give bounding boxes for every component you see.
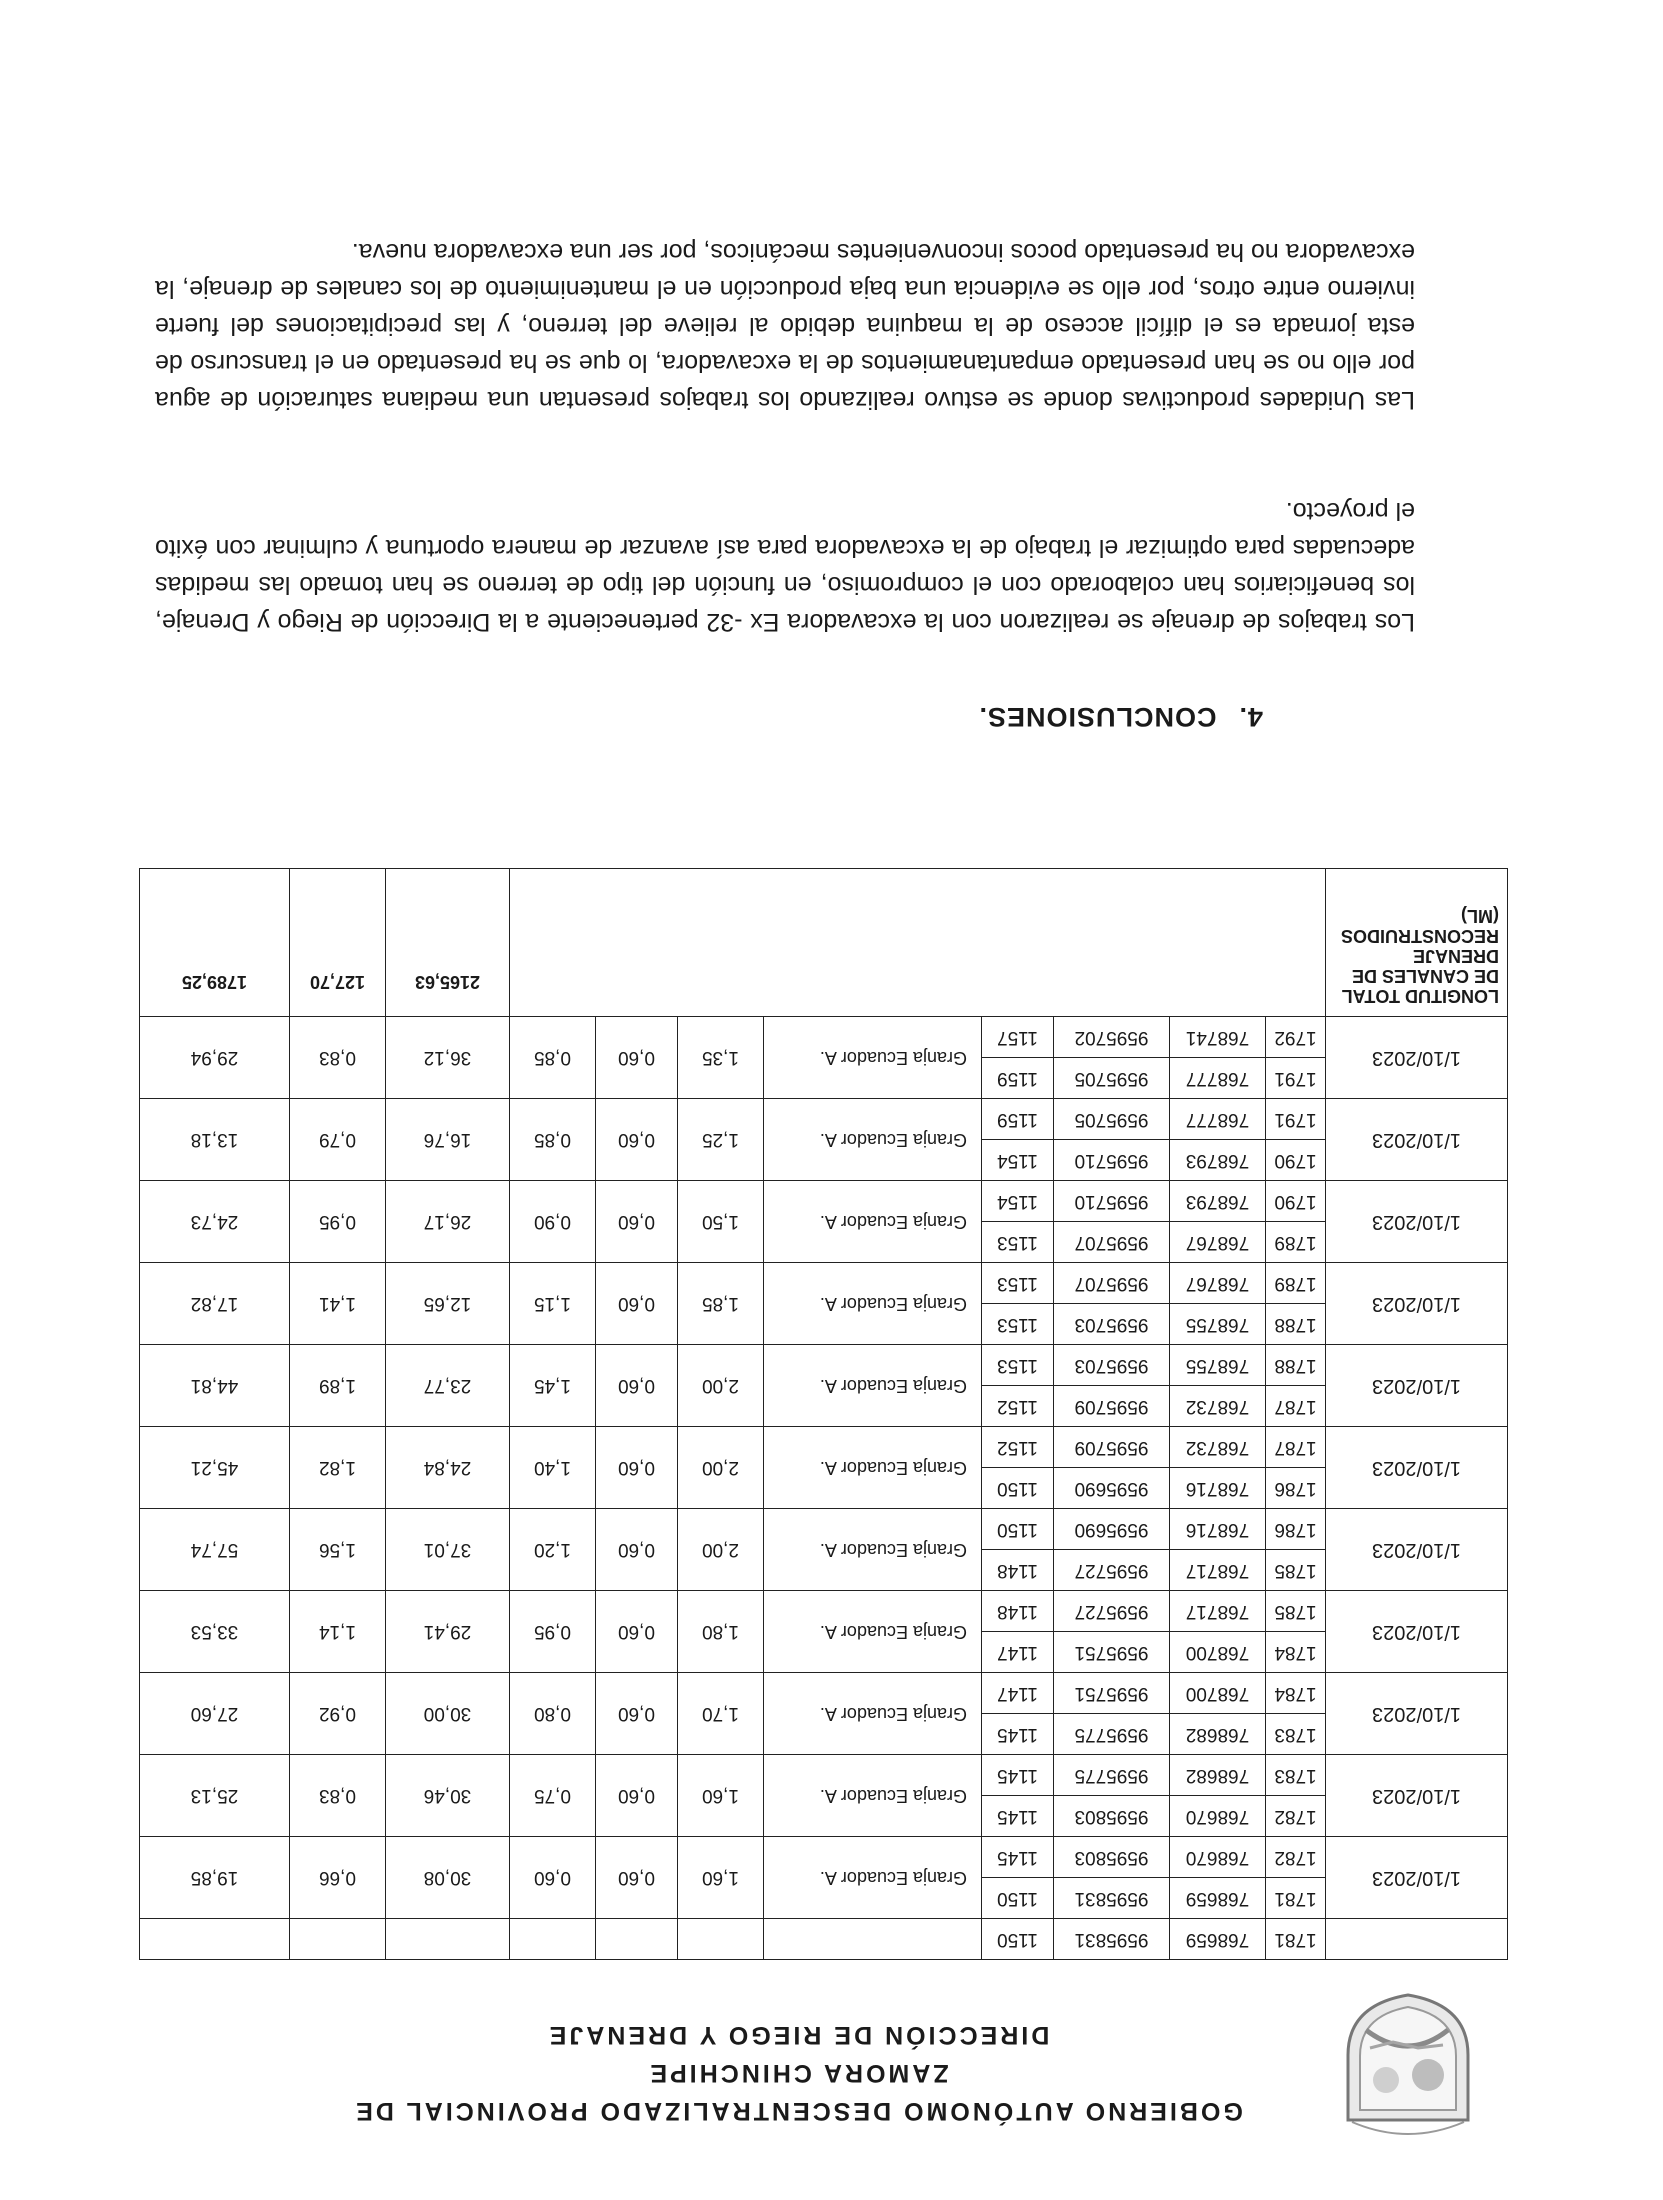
value-cell: 1,85 (678, 1263, 764, 1345)
table-row (140, 1714, 1508, 1755)
value-cell: 1,40 (510, 1427, 596, 1509)
table-cell: 1152 (982, 1427, 1054, 1468)
table-cell: 1786 (1266, 1509, 1326, 1550)
table-cell: 1148 (982, 1591, 1054, 1632)
value-cell: 1,50 (678, 1181, 764, 1263)
table-cell: 1781 (1266, 1919, 1326, 1960)
table-cell: 9595705 (1054, 1099, 1170, 1140)
value-cell: 0,95 (290, 1181, 386, 1263)
org-name-line1: GOBIERNO AUTÓNOMO DESCENTRALIZADO PROVINCIAL DE (353, 2097, 1243, 2125)
value-cell: 26,17 (386, 1181, 510, 1263)
value-cell: 0,60 (596, 1509, 678, 1591)
table-cell: 9595727 (1054, 1550, 1170, 1591)
value-cell: 30,46 (386, 1755, 510, 1837)
value-cell: 29,94 (140, 1017, 290, 1099)
table-cell: 1147 (982, 1673, 1054, 1714)
table-cell: 1150 (982, 1878, 1054, 1919)
table-cell (290, 1919, 386, 1960)
table-cell: 1145 (982, 1755, 1054, 1796)
value-cell: 0,83 (290, 1017, 386, 1099)
table-cell: 768732 (1170, 1386, 1266, 1427)
table-cell: 1145 (982, 1796, 1054, 1837)
total-value-cell: 1789,25 (140, 869, 290, 1017)
drainage-table-wrap (140, 868, 1508, 1960)
table-cell (596, 1919, 678, 1960)
value-cell: 16,76 (386, 1099, 510, 1181)
table-cell: 1784 (1266, 1673, 1326, 1714)
table-cell: 9595751 (1054, 1632, 1170, 1673)
table-cell: 768682 (1170, 1755, 1266, 1796)
table-row (140, 1632, 1508, 1673)
date-cell: 1/10/2023 (1326, 1509, 1508, 1591)
value-cell: 19,85 (140, 1837, 290, 1919)
value-cell: 2,00 (678, 1345, 764, 1427)
value-cell: 0,85 (510, 1099, 596, 1181)
table-cell: 9595703 (1054, 1304, 1170, 1345)
value-cell: 2,00 (678, 1427, 764, 1509)
conclusion-paragraph-2: Las Unidades productivas donde se estuvo realizando los trabajos presentan una mediana saturación de agua por ello no se han presentado empantanamientos de la excavadora, lo que se ha presentado en el transcurso de esta jornada es el difícil acceso de la maquina debido al relieve del terreno, y las precipitaciones del fuerte invierno entre otros, por ello se evidencia una baja producción en el mantenimiento de los canales de drenaje, la excavadora no ha presentado pocos inconvenientes mecánicos, por ser una excavadora nueva. (155, 238, 1415, 414)
table-cell: 768755 (1170, 1345, 1266, 1386)
table-cell (510, 869, 1326, 1017)
table-cell: 768793 (1170, 1140, 1266, 1181)
value-cell: 0,60 (596, 1837, 678, 1919)
table-cell: 1788 (1266, 1345, 1326, 1386)
table-row (140, 1140, 1508, 1181)
table-cell: 1154 (982, 1140, 1054, 1181)
table-cell: 768659 (1170, 1919, 1266, 1960)
location-cell: Granja Ecuador A. (764, 1509, 982, 1591)
date-cell: 1/10/2023 (1326, 1673, 1508, 1755)
table-row (140, 1222, 1508, 1263)
table-cell: 9595710 (1054, 1140, 1170, 1181)
value-cell: 0,80 (510, 1673, 596, 1755)
table-cell: 9595751 (1054, 1673, 1170, 1714)
total-label-cell: LONGITUD TOTAL DE CANALES DE DRENAJE RECONSTRUIDOS (ML) (1326, 869, 1508, 1017)
org-name-line2: ZAMORA CHINCHIPE (647, 2059, 949, 2087)
date-cell: 1/10/2023 (1326, 1263, 1508, 1345)
table-cell: 768741 (1170, 1017, 1266, 1058)
table-row (140, 1304, 1508, 1345)
table-cell: 9595702 (1054, 1017, 1170, 1058)
value-cell: 23,77 (386, 1345, 510, 1427)
value-cell: 0,60 (596, 1345, 678, 1427)
value-cell: 1,41 (290, 1263, 386, 1345)
table-cell: 768717 (1170, 1550, 1266, 1591)
value-cell: 0,60 (596, 1673, 678, 1755)
date-cell: 1/10/2023 (1326, 1591, 1508, 1673)
value-cell: 1,25 (678, 1099, 764, 1181)
table-row (140, 1468, 1508, 1509)
table-cell: 1148 (982, 1550, 1054, 1591)
table-total-row (140, 869, 1508, 1017)
value-cell: 0,83 (290, 1755, 386, 1837)
table-cell: 1783 (1266, 1714, 1326, 1755)
table-row (140, 1386, 1508, 1427)
table-cell: 9595709 (1054, 1386, 1170, 1427)
table-cell: 768793 (1170, 1181, 1266, 1222)
section-title: CONCLUSIONES. (978, 702, 1217, 732)
conclusions-heading (978, 701, 1263, 732)
date-cell: 1/10/2023 (1326, 1837, 1508, 1919)
value-cell: 33,53 (140, 1591, 290, 1673)
table-cell: 9595775 (1054, 1755, 1170, 1796)
table-cell: 1789 (1266, 1222, 1326, 1263)
table-cell: 1150 (982, 1468, 1054, 1509)
table-cell: 1785 (1266, 1550, 1326, 1591)
value-cell: 44,81 (140, 1345, 290, 1427)
value-cell: 30,08 (386, 1837, 510, 1919)
value-cell: 0,60 (596, 1099, 678, 1181)
table-cell: 768716 (1170, 1468, 1266, 1509)
table-cell: 1153 (982, 1304, 1054, 1345)
value-cell: 30,00 (386, 1673, 510, 1755)
table-cell: 9595803 (1054, 1796, 1170, 1837)
location-cell: Granja Ecuador A. (764, 1345, 982, 1427)
table-cell: 9595707 (1054, 1263, 1170, 1304)
value-cell: 0,75 (510, 1755, 596, 1837)
table-row (140, 1550, 1508, 1591)
value-cell: 0,85 (510, 1017, 596, 1099)
table-cell: 1147 (982, 1632, 1054, 1673)
table-cell: 1154 (982, 1181, 1054, 1222)
table-cell: 768717 (1170, 1591, 1266, 1632)
table-cell: 9595707 (1054, 1222, 1170, 1263)
table-body (140, 869, 1508, 1960)
table-cell: 1153 (982, 1222, 1054, 1263)
table-cell: 1145 (982, 1714, 1054, 1755)
letterhead (0, 1930, 1663, 2160)
table-cell (510, 1919, 596, 1960)
value-cell: 24,73 (140, 1181, 290, 1263)
location-cell: Granja Ecuador A. (764, 1263, 982, 1345)
location-cell: Granja Ecuador A. (764, 1099, 982, 1181)
table-cell: 1157 (982, 1017, 1054, 1058)
letterhead-title (233, 2016, 1363, 2130)
table-cell: 768700 (1170, 1673, 1266, 1714)
value-cell: 1,70 (678, 1673, 764, 1755)
value-cell: 0,60 (596, 1017, 678, 1099)
table-cell: 1781 (1266, 1878, 1326, 1919)
table-cell: 1790 (1266, 1181, 1326, 1222)
date-cell: 1/10/2023 (1326, 1427, 1508, 1509)
table-cell: 9595690 (1054, 1468, 1170, 1509)
table-cell: 1788 (1266, 1304, 1326, 1345)
table-row-top (140, 1919, 1508, 1960)
table-cell: 1153 (982, 1263, 1054, 1304)
table-cell: 1783 (1266, 1755, 1326, 1796)
value-cell: 0,60 (596, 1427, 678, 1509)
table-cell: 9595727 (1054, 1591, 1170, 1632)
date-cell: 1/10/2023 (1326, 1345, 1508, 1427)
table-cell: 9595803 (1054, 1837, 1170, 1878)
location-cell: Granja Ecuador A. (764, 1591, 982, 1673)
location-cell: Granja Ecuador A. (764, 1755, 982, 1837)
table-cell: 768670 (1170, 1796, 1266, 1837)
section-number: 4. (1238, 702, 1263, 732)
table-cell: 768682 (1170, 1714, 1266, 1755)
table-cell: 1150 (982, 1919, 1054, 1960)
value-cell: 0,92 (290, 1673, 386, 1755)
value-cell: 45,21 (140, 1427, 290, 1509)
table-cell: 768659 (1170, 1878, 1266, 1919)
conclusion-paragraph-1: Los trabajos de drenaje se realizaron con la excavadora Ex -32 perteneciente a la Dirección de Riego y Drenaje, los beneficiarios han colaborado con el compromiso, en función del tipo de terreno se han tomado las medidas adecuadas para optimizar el trabajo de la excavadora para así avanzar de manera oportuna y culminar con éxito el proyecto. (155, 497, 1415, 636)
table-cell: 1159 (982, 1099, 1054, 1140)
value-cell: 0,60 (596, 1263, 678, 1345)
location-cell: Granja Ecuador A. (764, 1673, 982, 1755)
value-cell: 0,90 (510, 1181, 596, 1263)
value-cell: 37,01 (386, 1509, 510, 1591)
value-cell: 1,82 (290, 1427, 386, 1509)
table-cell: 1159 (982, 1058, 1054, 1099)
value-cell: 36,12 (386, 1017, 510, 1099)
table-row (140, 1058, 1508, 1099)
table-cell (678, 1919, 764, 1960)
value-cell: 1,20 (510, 1509, 596, 1591)
value-cell: 0,60 (596, 1591, 678, 1673)
location-cell: Granja Ecuador A. (764, 1427, 982, 1509)
table-cell: 1792 (1266, 1017, 1326, 1058)
value-cell: 17,82 (140, 1263, 290, 1345)
table-cell: 768716 (1170, 1509, 1266, 1550)
table-cell: 9595831 (1054, 1878, 1170, 1919)
table-cell (764, 1919, 982, 1960)
location-cell: Granja Ecuador A. (764, 1837, 982, 1919)
table-cell: 768700 (1170, 1632, 1266, 1673)
table-cell: 768777 (1170, 1099, 1266, 1140)
table-cell: 9595710 (1054, 1181, 1170, 1222)
table-cell: 1791 (1266, 1099, 1326, 1140)
value-cell: 2,00 (678, 1509, 764, 1591)
table-cell: 9595690 (1054, 1509, 1170, 1550)
value-cell: 12,65 (386, 1263, 510, 1345)
table-cell: 768777 (1170, 1058, 1266, 1099)
org-department: DIRECCIÓN DE RIEGO Y DRENAJE (546, 2021, 1050, 2049)
table-cell: 1790 (1266, 1140, 1326, 1181)
table-cell: 9595775 (1054, 1714, 1170, 1755)
value-cell: 0,60 (596, 1181, 678, 1263)
date-cell: 1/10/2023 (1326, 1099, 1508, 1181)
table-cell: 9595703 (1054, 1345, 1170, 1386)
drainage-channels-table (139, 868, 1508, 1960)
total-value-cell: 127,70 (290, 869, 386, 1017)
location-cell: Granja Ecuador A. (764, 1017, 982, 1099)
table-cell: 1785 (1266, 1591, 1326, 1632)
value-cell: 1,14 (290, 1591, 386, 1673)
value-cell: 0,95 (510, 1591, 596, 1673)
table-cell: 9595831 (1054, 1919, 1170, 1960)
table-cell (140, 1919, 290, 1960)
table-cell: 1782 (1266, 1837, 1326, 1878)
value-cell: 0,60 (596, 1755, 678, 1837)
location-cell: Granja Ecuador A. (764, 1181, 982, 1263)
value-cell: 0,66 (290, 1837, 386, 1919)
table-cell (1326, 1919, 1508, 1960)
value-cell: 1,15 (510, 1263, 596, 1345)
table-cell: 1786 (1266, 1468, 1326, 1509)
value-cell: 24,84 (386, 1427, 510, 1509)
value-cell: 1,60 (678, 1837, 764, 1919)
table-cell (386, 1919, 510, 1960)
table-cell: 1145 (982, 1837, 1054, 1878)
table-cell: 1784 (1266, 1632, 1326, 1673)
table-cell: 768755 (1170, 1304, 1266, 1345)
value-cell: 57,74 (140, 1509, 290, 1591)
table-cell: 1782 (1266, 1796, 1326, 1837)
table-cell: 9595709 (1054, 1427, 1170, 1468)
value-cell: 1,80 (678, 1591, 764, 1673)
table-cell: 1787 (1266, 1427, 1326, 1468)
value-cell: 1,35 (678, 1017, 764, 1099)
value-cell: 1,56 (290, 1509, 386, 1591)
table-cell: 1789 (1266, 1263, 1326, 1304)
value-cell: 1,89 (290, 1345, 386, 1427)
table-cell: 1787 (1266, 1386, 1326, 1427)
table-cell: 1791 (1266, 1058, 1326, 1099)
value-cell: 0,60 (510, 1837, 596, 1919)
value-cell: 0,79 (290, 1099, 386, 1181)
table-row (140, 1878, 1508, 1919)
value-cell: 1,45 (510, 1345, 596, 1427)
table-cell: 9595705 (1054, 1058, 1170, 1099)
table-row (140, 1796, 1508, 1837)
total-value-cell: 2165,63 (386, 869, 510, 1017)
table-cell: 768767 (1170, 1263, 1266, 1304)
table-cell: 1152 (982, 1386, 1054, 1427)
value-cell: 27,60 (140, 1673, 290, 1755)
date-cell: 1/10/2023 (1326, 1017, 1508, 1099)
table-cell: 1153 (982, 1345, 1054, 1386)
table-cell: 768670 (1170, 1837, 1266, 1878)
date-cell: 1/10/2023 (1326, 1181, 1508, 1263)
table-cell: 768732 (1170, 1427, 1266, 1468)
value-cell: 29,41 (386, 1591, 510, 1673)
date-cell: 1/10/2023 (1326, 1755, 1508, 1837)
value-cell: 25,13 (140, 1755, 290, 1837)
table-cell: 1150 (982, 1509, 1054, 1550)
value-cell: 13,18 (140, 1099, 290, 1181)
table-cell: 768767 (1170, 1222, 1266, 1263)
value-cell: 1,60 (678, 1755, 764, 1837)
